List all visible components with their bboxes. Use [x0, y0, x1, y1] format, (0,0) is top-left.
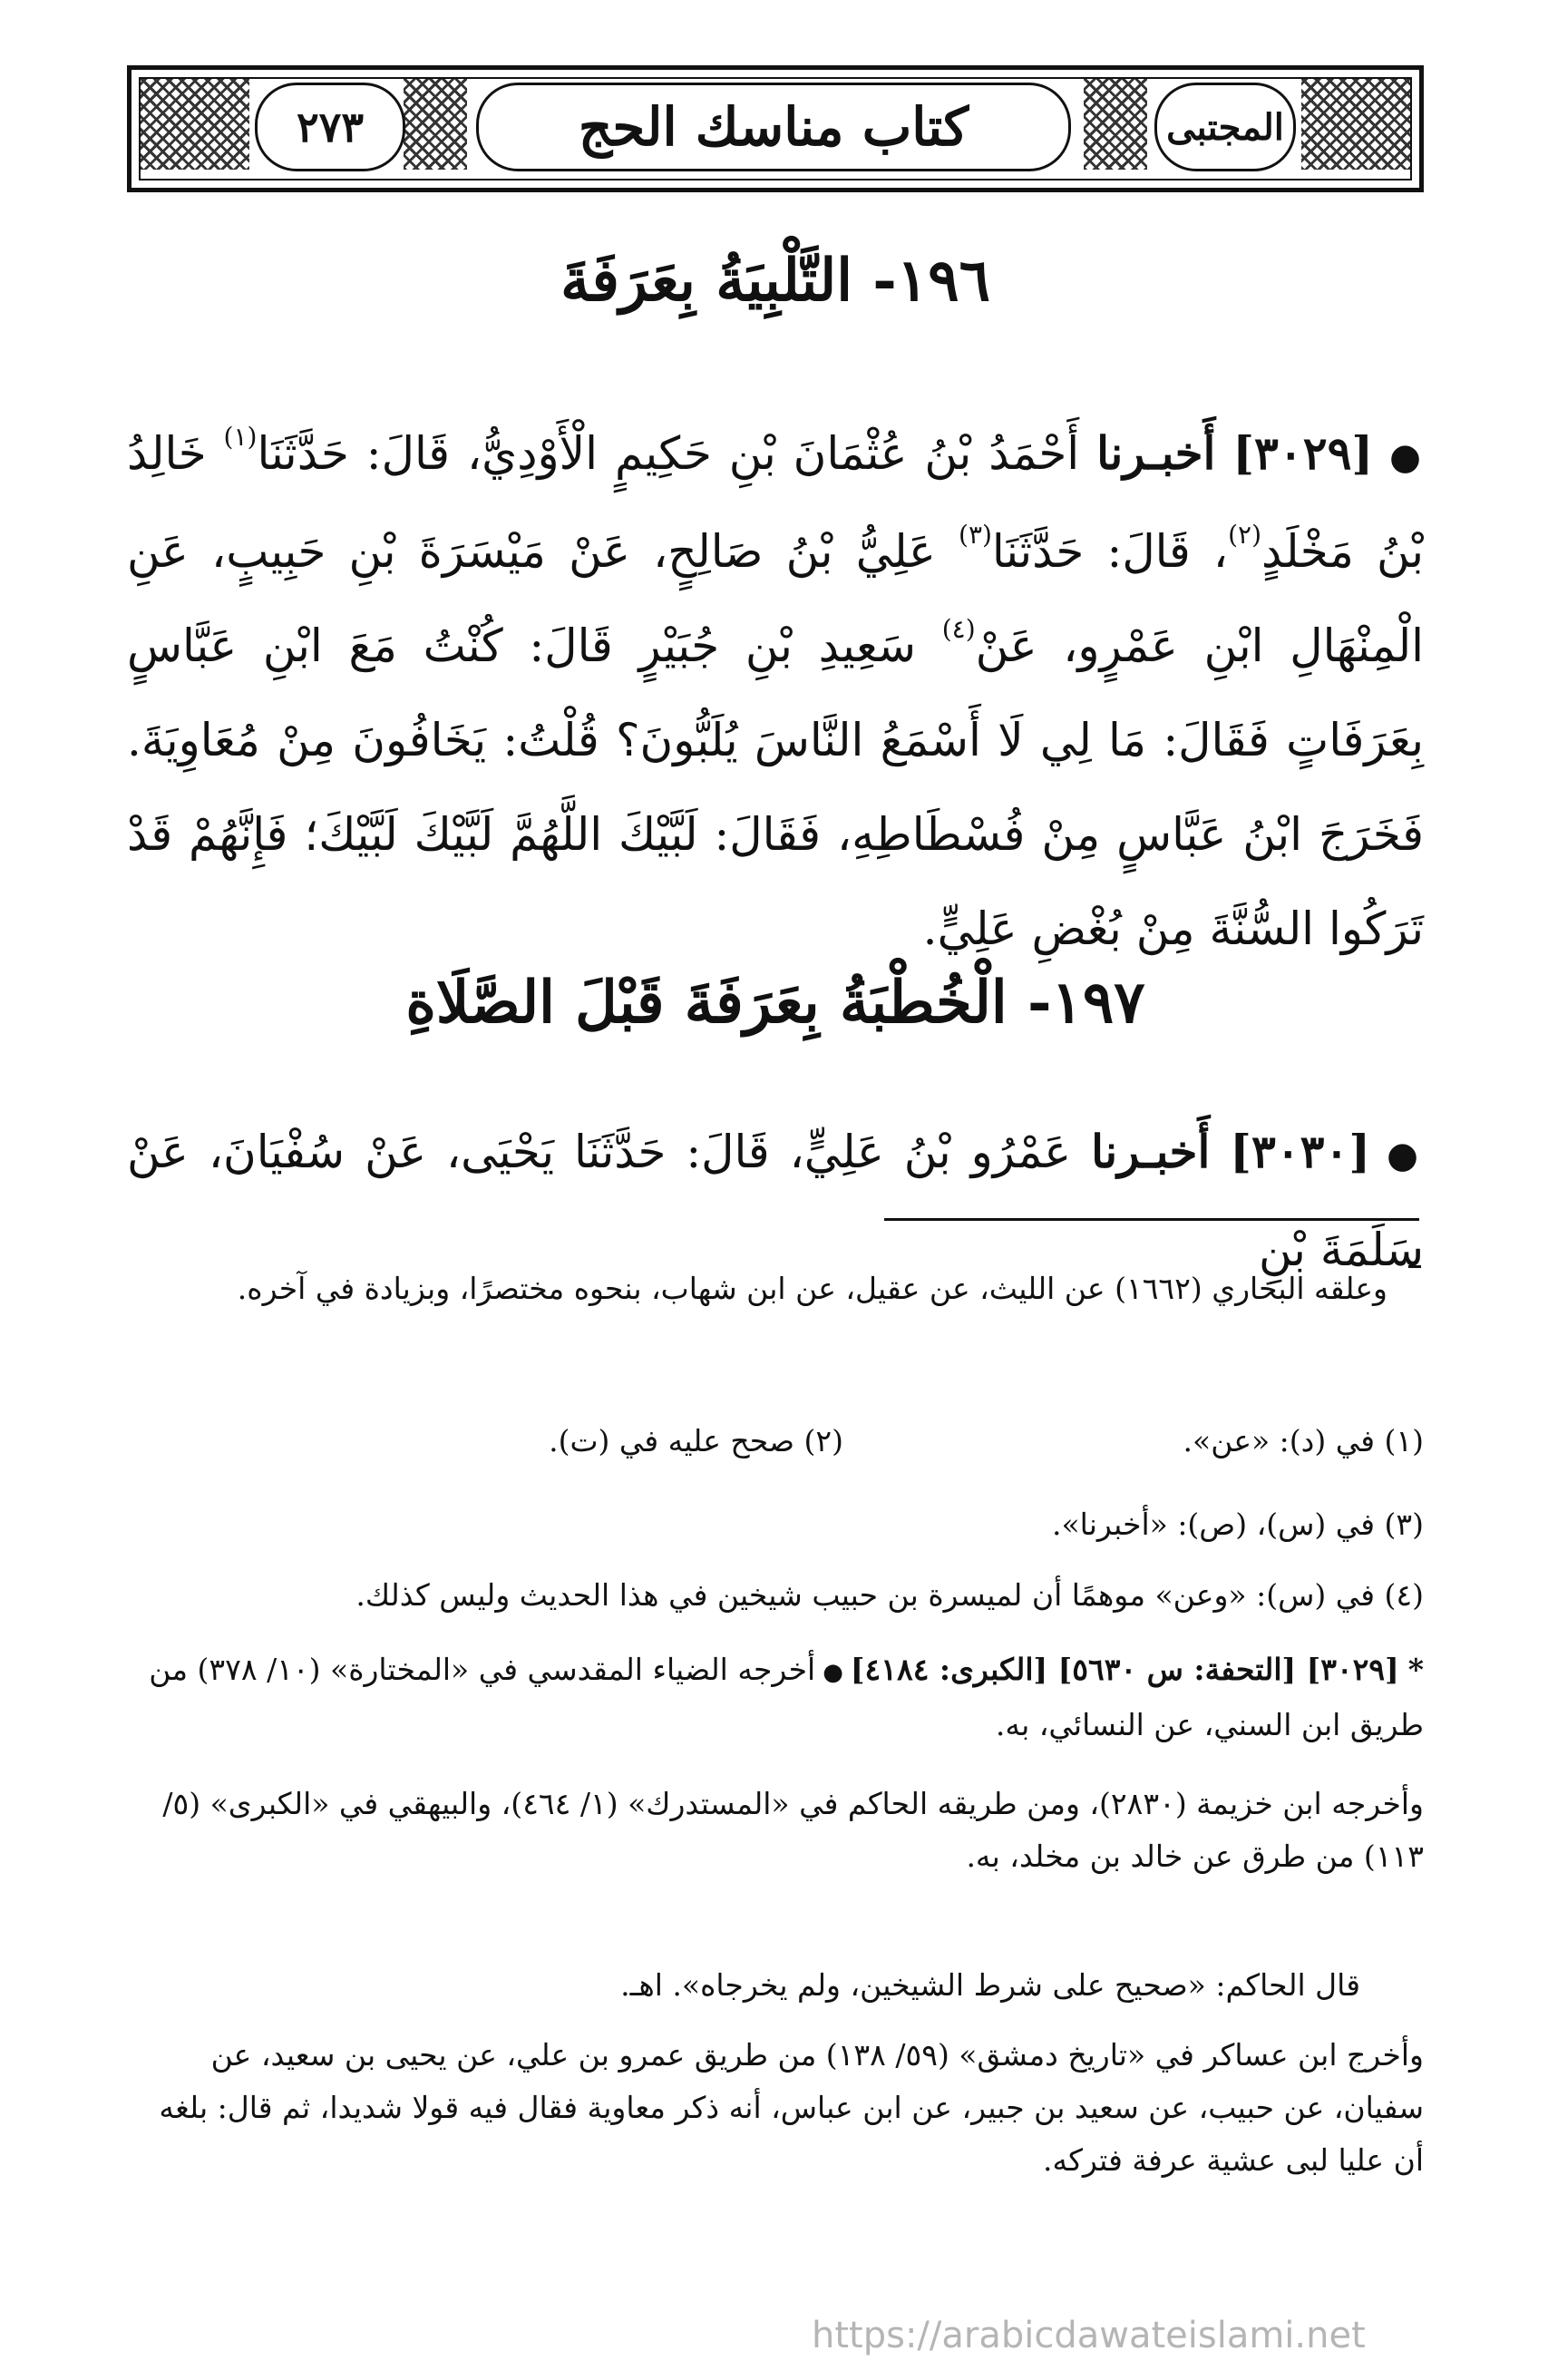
hadith-segment: عَلِيُّ بْنُ صَالِحٍ، عَنْ مَيْسَرَةَ بْنِ حَبِيبٍ، عَنِ الْمِنْهَالِ ابْنِ عَمْرٍو، عَنْ: [127, 525, 1424, 672]
hadith-number: [٣٠٢٩]: [1232, 426, 1374, 480]
hadith-segment: ، قَالَ: حَدَّثَنَا: [991, 525, 1229, 578]
hadith-text: [127, 406, 1424, 976]
footnote-marker[interactable]: (٤): [941, 614, 976, 644]
hadith-segment: أَحْمَدُ بْنُ عُثْمَانَ بْنِ حَكِيمٍ الْأَوْدِيُّ، قَالَ: حَدَّثَنَا: [257, 427, 1080, 480]
bullet-icon: ●: [823, 1659, 843, 1686]
takhrij-text: أخرجه الضياء المقدسي في «المختارة» (١٠/ ٣٧٨) من طريق ابن السني، عن النسائي، به.: [149, 1652, 1424, 1742]
asterisk-icon: *: [1407, 1652, 1424, 1687]
chapter-heading: ١٩٦- التَّلْبِيَةُ بِعَرَفَةَ: [560, 247, 990, 315]
hadith-opening: أَخبـرنا: [1091, 1125, 1211, 1178]
hadith-segment: سَعِيدِ بْنِ جُبَيْرٍ قَالَ: كُنْتُ مَعَ ابْنِ عَبَّاسٍ بِعَرَفَاتٍ فَقَالَ: مَا لِي لَا أَسْمَعُ النَّاسَ يُلَبُّونَ؟ قُلْتُ: يَخَافُونَ مِنْ مُعَاوِيَةَ. فَخَرَجَ ابْنُ عَبَّاسٍ مِنْ فُسْطَاطِهِ، فَقَالَ: لَبَّيْكَ اللَّهُمَّ لَبَّيْكَ لَبَّيْكَ؛ فَإِنَّهُمْ قَدْ تَرَكُوا السُّنَّةَ مِنْ بُغْضِ عَلِيٍّ.: [127, 619, 1424, 955]
footnote-2: (٢) صحح عليه في (ت).: [549, 1423, 843, 1458]
ornament-icon: [1301, 79, 1410, 170]
ornament-icon: [404, 79, 467, 170]
footnote-continuation: وعلقه البخاري (١٦٦٢) عن الليث، عن عقيل، عن ابن شهاب، بنحوه مختصرًا، وبزيادة في آخره.: [237, 1271, 1387, 1306]
brand-logo: المجتبى: [1154, 83, 1296, 171]
watermark-url[interactable]: https://arabicdawateislami.net: [812, 2315, 1366, 2356]
footnote-1: (١) في (د): «عن».: [1183, 1423, 1424, 1458]
ornament-icon: [141, 79, 249, 170]
takhrij-reference: [٣٠٢٩] [التحفة: س ٥٦٣٠] [الكبرى: ٤١٨٤]: [850, 1652, 1399, 1687]
chapter-heading: ١٩٧- الْخُطْبَةُ بِعَرَفَةَ قَبْلَ الصَّلَاةِ: [405, 969, 1145, 1037]
hadith-number: [٣٠٣٠]: [1230, 1125, 1371, 1178]
takhrij-text: وأخرجه ابن خزيمة (٢٨٣٠)، ومن طريقه الحاكم في «المستدرك» (١/ ٤٦٤)، والبيهقي في «الكبرى» (٥/ ١١٣) من طرق عن خالد بن مخلد، به.: [162, 1786, 1424, 1874]
ornament-icon: [1084, 79, 1147, 170]
page-number: ٢٧٣: [255, 83, 405, 171]
takhrij-block: [127, 1644, 1424, 1751]
footnote-divider: [884, 1218, 1419, 1221]
hadith-opening: أَخبـرنا: [1096, 426, 1216, 480]
footnote-marker[interactable]: (٢): [1228, 520, 1261, 550]
footnote-row: [127, 1415, 1424, 1468]
takhrij-text: وأخرج ابن عساكر في «تاريخ دمشق» (٥٩/ ١٣٨) من طريق عمرو بن علي، عن يحيى بن سعيد، عن سفيان، عن حبيب، عن سعيد بن جبير، عن ابن عباس، أنه ذكر معاوية فقال فيه قولا شديدا، ثم قال: بلغه أن عليا لبى عشية عرفة فتركه.: [159, 2037, 1424, 2178]
hadith-segment: عَمْرُو بْنُ عَلِيٍّ، قَالَ: حَدَّثَنَا يَحْيَى، عَنْ سُفْيَانَ، عَنْ سَلَمَةَ بْنِ: [127, 1126, 1424, 1276]
page-header: [127, 65, 1424, 192]
bullet-icon: ●: [1389, 436, 1425, 478]
takhrij-text: قال الحاكم: «صحيح على شرط الشيخين، ولم يخرجاه». اهـ.: [620, 1967, 1360, 2003]
footnote-marker[interactable]: (١): [223, 422, 258, 452]
footnote-4: (٤) في (س): «وعن» موهمًا أن لميسرة بن حبيب شيخين في هذا الحديث وليس كذلك.: [355, 1577, 1424, 1613]
footnote-3: (٣) في (س)، (ص): «أخبرنا».: [1051, 1507, 1424, 1542]
bullet-icon: ●: [1387, 1135, 1425, 1176]
footnote-marker[interactable]: (٣): [959, 520, 992, 550]
hadith-segment: خَالِدُ بْنُ مَخْلَدٍ: [127, 427, 1424, 578]
book-title: كتاب مناسك الحج: [476, 83, 1071, 171]
